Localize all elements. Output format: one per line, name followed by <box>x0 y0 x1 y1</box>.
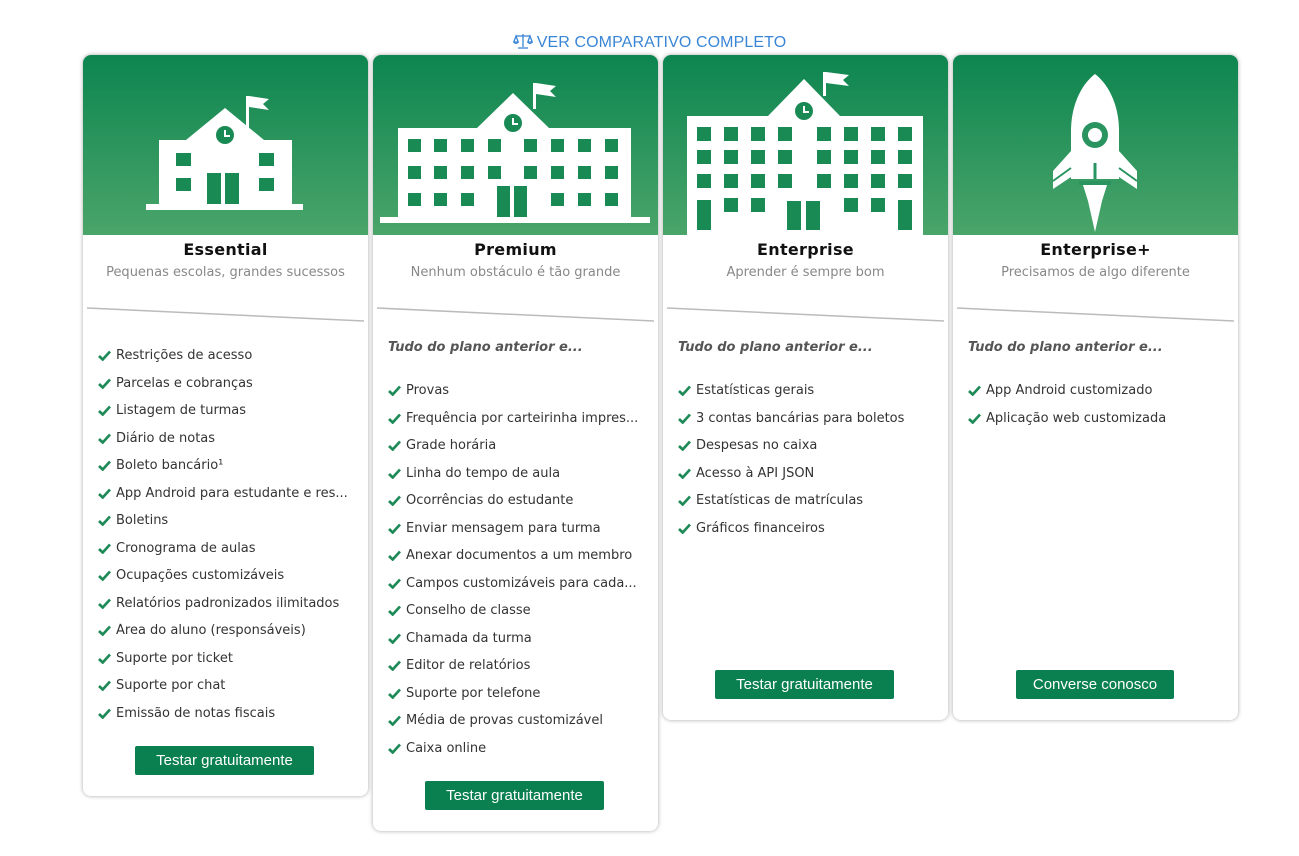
plan-hero <box>663 55 948 235</box>
feature-label: Campos customizáveis para cada... <box>406 575 637 591</box>
feature-item <box>388 542 643 570</box>
plan-card-enterprise <box>663 55 948 720</box>
plan-tagline: Aprender é sempre bom <box>726 265 885 280</box>
plan-card-enterprise-plus <box>953 55 1238 720</box>
feature-label: Enviar mensagem para turma <box>406 520 601 536</box>
feature-item <box>388 735 643 763</box>
plan-name: Enterprise <box>757 240 854 259</box>
feature-item <box>388 515 643 543</box>
feature-item <box>388 597 643 625</box>
feature-item <box>98 617 353 645</box>
check-icon <box>388 743 402 754</box>
plan-card-premium <box>373 55 658 831</box>
small-school-icon <box>83 55 368 235</box>
feature-item <box>98 342 353 370</box>
start-trial-button[interactable]: Testar gratuitamente <box>425 781 604 810</box>
check-icon <box>678 468 692 479</box>
check-icon <box>678 523 692 534</box>
feature-label: Diário de notas <box>116 430 216 446</box>
card-divider <box>373 305 658 325</box>
check-icon <box>678 413 692 424</box>
feature-item <box>968 405 1223 433</box>
card-divider <box>83 305 368 325</box>
feature-label: Restrições de acesso <box>116 348 253 364</box>
medium-school-icon <box>373 55 658 235</box>
feature-label: App Android para estudante e res... <box>116 485 348 501</box>
check-icon <box>98 543 112 554</box>
feature-item <box>98 480 353 508</box>
feature-item <box>98 590 353 618</box>
feature-item <box>98 507 353 535</box>
feature-label: Cronograma de aulas <box>116 540 256 556</box>
feature-item <box>388 432 643 460</box>
plan-card-essential <box>83 55 368 796</box>
check-icon <box>98 433 112 444</box>
feature-item <box>388 652 643 680</box>
check-icon <box>98 488 112 499</box>
feature-label: Grade horária <box>406 438 497 454</box>
plan-tagline: Precisamos de algo diferente <box>1001 265 1190 280</box>
feature-label: Gráficos financeiros <box>696 520 825 536</box>
feature-label: Listagem de turmas <box>116 403 246 419</box>
feature-label: Despesas no caixa <box>696 438 818 454</box>
feature-label: Linha do tempo de aula <box>406 465 561 481</box>
check-icon <box>388 523 402 534</box>
plan-hero <box>373 55 658 235</box>
check-icon <box>98 653 112 664</box>
feature-label: Caixa online <box>406 740 487 756</box>
feature-label: Frequência por carteirinha impres... <box>406 410 639 426</box>
previous-plan-note: Tudo do plano anterior e... <box>968 340 1163 355</box>
feature-label: Aplicação web customizada <box>986 410 1167 426</box>
feature-label: Editor de relatórios <box>406 658 531 674</box>
feature-label: Área do aluno (responsáveis) <box>116 623 306 639</box>
feature-item <box>678 487 933 515</box>
plan-name: Essential <box>183 240 268 259</box>
feature-label: Ocupações customizáveis <box>116 568 285 584</box>
check-icon <box>98 680 112 691</box>
card-divider <box>663 305 948 325</box>
feature-label: Ocorrências do estudante <box>406 493 574 509</box>
feature-list <box>968 377 1223 432</box>
feature-label: Parcelas e cobranças <box>116 375 253 391</box>
check-icon <box>678 385 692 396</box>
check-icon <box>98 515 112 526</box>
check-icon <box>388 495 402 506</box>
feature-label: Média de provas customizável <box>406 713 603 729</box>
feature-item <box>388 405 643 433</box>
check-icon <box>968 413 982 424</box>
check-icon <box>98 598 112 609</box>
previous-plan-note: Tudo do plano anterior e... <box>678 340 873 355</box>
feature-item <box>98 562 353 590</box>
feature-label: Provas <box>406 383 450 399</box>
feature-item <box>678 405 933 433</box>
card-divider <box>953 305 1238 325</box>
feature-label: Suporte por ticket <box>116 650 233 666</box>
feature-item <box>388 377 643 405</box>
feature-label: Chamada da turma <box>406 630 532 646</box>
balance-scale-icon <box>513 33 533 49</box>
feature-label: Anexar documentos a um membro <box>406 548 633 564</box>
plan-tagline: Nenhum obstáculo é tão grande <box>410 265 621 280</box>
feature-item <box>388 707 643 735</box>
check-icon <box>388 660 402 671</box>
check-icon <box>388 633 402 644</box>
plan-tagline: Pequenas escolas, grandes sucessos <box>106 265 345 280</box>
feature-item <box>678 515 933 543</box>
feature-item <box>678 432 933 460</box>
check-icon <box>98 405 112 416</box>
feature-label: Suporte por chat <box>116 678 226 694</box>
feature-label: Estatísticas gerais <box>696 383 815 399</box>
feature-label: Boletins <box>116 513 169 529</box>
check-icon <box>388 440 402 451</box>
check-icon <box>678 495 692 506</box>
feature-label: Estatísticas de matrículas <box>696 493 864 509</box>
check-icon <box>388 688 402 699</box>
check-icon <box>388 715 402 726</box>
feature-label: Acesso à API JSON <box>696 465 815 481</box>
compare-plans-link[interactable] <box>0 33 1299 52</box>
check-icon <box>98 350 112 361</box>
feature-item <box>678 377 933 405</box>
compare-link-label: VER COMPARATIVO COMPLETO <box>536 34 787 51</box>
feature-label: App Android customizado <box>986 383 1153 399</box>
feature-list <box>98 342 353 727</box>
feature-item <box>388 625 643 653</box>
check-icon <box>678 440 692 451</box>
large-school-icon <box>663 55 948 235</box>
feature-label: Conselho de classe <box>406 603 531 619</box>
check-icon <box>98 708 112 719</box>
check-icon <box>388 578 402 589</box>
feature-item <box>98 370 353 398</box>
feature-item <box>388 487 643 515</box>
feature-item <box>388 570 643 598</box>
feature-item <box>968 377 1223 405</box>
check-icon <box>388 468 402 479</box>
start-trial-button[interactable]: Testar gratuitamente <box>715 670 894 699</box>
check-icon <box>98 460 112 471</box>
plan-hero <box>83 55 368 235</box>
feature-list <box>678 377 933 542</box>
check-icon <box>98 625 112 636</box>
check-icon <box>98 570 112 581</box>
feature-item <box>98 645 353 673</box>
feature-item <box>98 452 353 480</box>
feature-item <box>98 397 353 425</box>
feature-item <box>98 535 353 563</box>
previous-plan-note: Tudo do plano anterior e... <box>388 340 583 355</box>
contact-us-button[interactable]: Converse conosco <box>1016 670 1174 699</box>
feature-label: Emissão de notas fiscais <box>116 705 276 721</box>
feature-label: 3 contas bancárias para boletos <box>696 410 905 426</box>
feature-label: Suporte por telefone <box>406 685 541 701</box>
check-icon <box>388 413 402 424</box>
check-icon <box>968 385 982 396</box>
feature-item <box>678 460 933 488</box>
start-trial-button[interactable]: Testar gratuitamente <box>135 746 314 775</box>
check-icon <box>388 550 402 561</box>
feature-item <box>388 460 643 488</box>
feature-item <box>98 672 353 700</box>
plan-name: Enterprise+ <box>1040 240 1151 259</box>
feature-label: Relatórios padronizados ilimitados <box>116 595 340 611</box>
plan-hero <box>953 55 1238 235</box>
plan-name: Premium <box>474 240 557 259</box>
feature-item <box>388 680 643 708</box>
rocket-icon <box>953 55 1238 235</box>
feature-list <box>388 377 643 762</box>
check-icon <box>98 378 112 389</box>
feature-item <box>98 425 353 453</box>
check-icon <box>388 605 402 616</box>
feature-label: Boleto bancário¹ <box>116 458 224 474</box>
check-icon <box>388 385 402 396</box>
feature-item <box>98 700 353 728</box>
